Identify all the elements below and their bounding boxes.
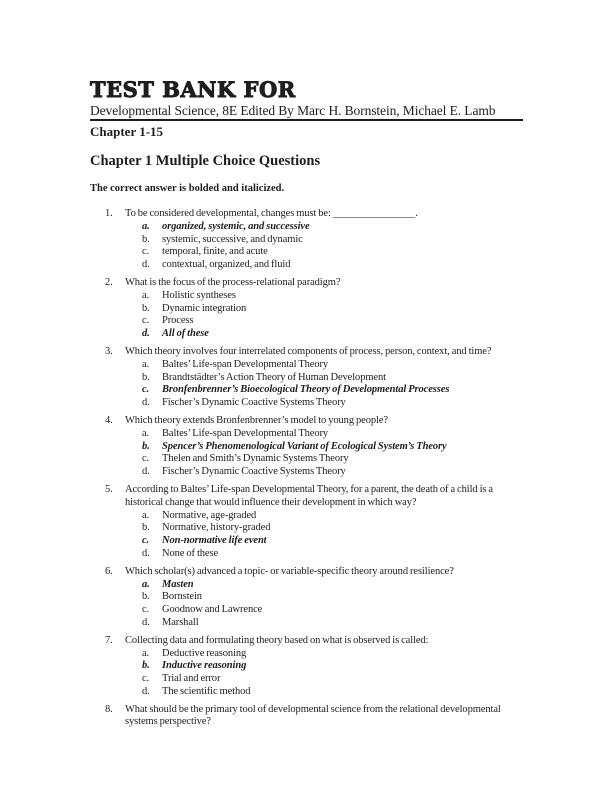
question-text: According to Baltes’ Life-span Developmental Theory, for a parent, the death of a child is a historical change that would influence their development in which way? <box>125 483 493 508</box>
option-text: Brandtstädter’s Action Theory of Human Development <box>162 371 386 383</box>
option-item <box>142 686 523 699</box>
option-text: None of these <box>162 547 219 559</box>
question-body <box>125 346 523 410</box>
option-item <box>142 535 523 548</box>
question-number: 6. <box>105 565 113 577</box>
option-text: Holistic syntheses <box>162 289 236 301</box>
options-list <box>125 221 523 272</box>
option-letter: c. <box>142 535 150 547</box>
option-text: Masten <box>162 578 194 590</box>
option-text: Trial and error <box>162 673 221 685</box>
option-letter: c. <box>142 673 150 685</box>
question-text: Collecting data and formulating theory based on what is observed is called: <box>125 634 429 646</box>
option-item <box>142 617 523 630</box>
option-text: All of these <box>162 328 209 340</box>
options-list <box>125 359 523 410</box>
option-text: Normative, history-graded <box>162 522 271 534</box>
option-item <box>142 259 523 272</box>
option-text: Bronfenbrenner’s Bioecological Theory of Developmental Processes <box>162 384 450 396</box>
option-item <box>142 397 523 410</box>
option-item <box>142 328 523 341</box>
option-text: The scientific method <box>162 685 251 697</box>
option-letter: a. <box>142 289 150 301</box>
option-item <box>142 290 523 303</box>
question-number: 5. <box>105 483 113 495</box>
options-list <box>125 428 523 479</box>
question-text: Which theory involves four interrelated components of process, person, context, and time? <box>125 345 492 357</box>
question-number: 7. <box>105 634 113 646</box>
option-letter: d. <box>142 328 150 340</box>
option-letter: b. <box>142 522 150 534</box>
question-number: 8. <box>105 703 113 715</box>
question-text: What should be the primary tool of developmental science from the relational developmental systems perspective? <box>125 703 501 728</box>
document-subtitle: Developmental Science, 8E Edited By Marc H. Bornstein, Michael E. Lamb <box>90 103 496 118</box>
question-text: Which theory extends Bronfenbrenner’s model to young people? <box>125 414 388 426</box>
option-text: Baltes’ Life-span Developmental Theory <box>162 427 329 439</box>
option-text: Marshall <box>162 616 199 628</box>
option-text: Non-normative life event <box>162 535 267 547</box>
option-text: Inductive reasoning <box>162 660 247 672</box>
option-letter: c. <box>142 315 150 327</box>
option-letter: d. <box>142 259 150 271</box>
question-body <box>125 635 523 699</box>
option-letter: b. <box>142 371 150 383</box>
option-item <box>142 604 523 617</box>
question-item <box>90 277 523 341</box>
question-item <box>90 208 523 272</box>
option-text: Dynamic integration <box>162 302 247 314</box>
option-letter: d. <box>142 685 150 697</box>
option-item <box>142 591 523 604</box>
option-letter: b. <box>142 302 150 314</box>
option-letter: a. <box>142 358 150 370</box>
option-text: organized, systemic, and successive <box>162 220 310 232</box>
option-letter: d. <box>142 466 150 478</box>
question-number: 2. <box>105 276 113 288</box>
option-text: Fischer’s Dynamic Coactive Systems Theory <box>162 397 346 409</box>
question-body <box>125 484 523 561</box>
option-letter: a. <box>142 427 150 439</box>
option-item <box>142 221 523 234</box>
options-list <box>125 290 523 341</box>
question-number: 1. <box>105 208 113 219</box>
question-item <box>90 704 523 730</box>
option-item <box>142 548 523 561</box>
option-letter: a. <box>142 509 150 521</box>
option-item <box>142 428 523 441</box>
question-item <box>90 415 523 479</box>
option-text: Thelen and Smith’s Dynamic Systems Theory <box>162 453 349 465</box>
option-item <box>142 234 523 247</box>
document-title: TEST BANK FOR <box>90 77 296 102</box>
question-number: 3. <box>105 345 113 357</box>
option-text: contextual, organized, and fluid <box>162 259 291 271</box>
options-list <box>125 510 523 561</box>
option-text: Normative, age-graded <box>162 509 257 521</box>
option-item <box>142 315 523 328</box>
option-letter: a. <box>142 578 150 590</box>
option-item <box>142 673 523 686</box>
question-body <box>125 704 523 730</box>
section-heading: Chapter 1 Multiple Choice Questions <box>90 153 321 169</box>
option-item <box>142 246 523 259</box>
question-item <box>90 346 523 410</box>
question-body <box>125 208 523 272</box>
question-text: To be considered developmental, changes must be: ________________. <box>125 208 418 219</box>
option-letter: a. <box>142 647 150 659</box>
question-body <box>125 415 523 479</box>
option-letter: b. <box>142 660 150 672</box>
option-item <box>142 648 523 661</box>
option-item <box>142 359 523 372</box>
option-text: systemic, successive, and dynamic <box>162 233 303 245</box>
option-letter: a. <box>142 220 150 232</box>
option-item <box>142 466 523 479</box>
questions-list <box>90 208 523 729</box>
option-item <box>142 384 523 397</box>
option-letter: c. <box>142 453 150 465</box>
option-item <box>142 510 523 523</box>
options-list <box>125 648 523 699</box>
option-letter: d. <box>142 397 150 409</box>
option-letter: d. <box>142 547 150 559</box>
option-item <box>142 303 523 316</box>
option-letter: b. <box>142 591 150 603</box>
option-text: Bornstein <box>162 591 202 603</box>
option-letter: b. <box>142 233 150 245</box>
option-text: Process <box>162 315 194 327</box>
options-list <box>125 579 523 630</box>
option-letter: b. <box>142 440 150 452</box>
question-number: 4. <box>105 414 113 426</box>
question-text: What is the focus of the process-relational paradigm? <box>125 276 341 288</box>
option-text: Fischer’s Dynamic Coactive Systems Theory <box>162 466 346 478</box>
option-text: temporal, finite, and acute <box>162 246 268 258</box>
question-body <box>125 277 523 341</box>
option-item <box>142 372 523 385</box>
option-letter: d. <box>142 616 150 628</box>
option-text: Spencer’s Phenomenological Variant of Ecological System’s Theory <box>162 440 447 452</box>
option-item <box>142 453 523 466</box>
option-item <box>142 579 523 592</box>
option-letter: c. <box>142 604 150 616</box>
option-text: Baltes’ Life-span Developmental Theory <box>162 358 329 370</box>
option-item <box>142 660 523 673</box>
question-body <box>125 566 523 630</box>
option-text: Deductive reasoning <box>162 647 247 659</box>
option-item <box>142 522 523 535</box>
option-text: Goodnow and Lawrence <box>162 604 263 616</box>
chapter-range-heading: Chapter 1-15 <box>90 124 164 139</box>
question-item <box>90 635 523 699</box>
question-item <box>90 484 523 561</box>
option-letter: c. <box>142 246 150 258</box>
option-letter: c. <box>142 384 150 396</box>
option-item <box>142 441 523 454</box>
answer-key-note: The correct answer is bolded and italicized. <box>90 183 285 194</box>
question-item <box>90 566 523 630</box>
question-text: Which scholar(s) advanced a topic- or variable-specific theory around resilience? <box>125 565 454 577</box>
